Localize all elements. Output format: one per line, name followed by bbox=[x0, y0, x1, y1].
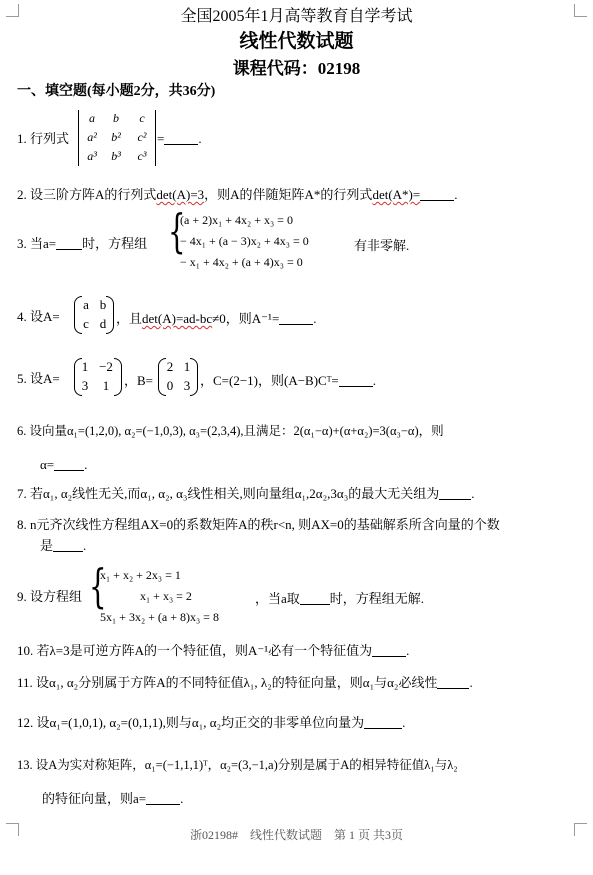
matrix-cell: 1 bbox=[183, 359, 191, 374]
matrix-a bbox=[74, 358, 122, 396]
matrix-cell: 2 bbox=[166, 359, 174, 374]
question-text: 2. 设三阶方阵A的行列式 bbox=[17, 187, 157, 202]
matrix-cell: d bbox=[99, 316, 107, 331]
question-5-mid: ，B= bbox=[124, 373, 154, 388]
question-number: 1. bbox=[17, 131, 27, 146]
answer-blank[interactable] bbox=[364, 715, 402, 729]
question-text: 时，方程组 bbox=[82, 236, 148, 251]
question-text: ，且 bbox=[116, 311, 143, 326]
equals-sign: = bbox=[157, 131, 165, 146]
question-13-line2 bbox=[42, 790, 183, 807]
det-cell: a³ bbox=[87, 149, 97, 163]
question-11 bbox=[17, 674, 473, 691]
question-text: α= bbox=[40, 457, 55, 472]
left-brace: { bbox=[168, 204, 186, 258]
matrix-b bbox=[158, 358, 198, 396]
equation-line: 5x₁ + 3x₂ + (a + 8)x₃ = 8 bbox=[100, 610, 219, 624]
question-text: 11. 设α₁, α₂分别属于方阵A的不同特征值λ₁, λ₂的特征向量，则α₁与α₂必线性 bbox=[17, 675, 438, 690]
det-expression: det(A*)= bbox=[372, 187, 421, 202]
det-cell: c³ bbox=[137, 149, 147, 163]
question-1 bbox=[17, 130, 69, 147]
period: . bbox=[406, 643, 410, 658]
matrix-cell: c bbox=[83, 316, 89, 331]
question-4-rest bbox=[116, 308, 317, 327]
answer-blank[interactable] bbox=[53, 538, 83, 552]
question-6-line2 bbox=[40, 456, 87, 473]
section-title: 一、填空题(每小题2分，共36分) bbox=[17, 84, 216, 99]
page-footer: 浙02198# 线性代数试题 第 1 页 共3页 bbox=[189, 828, 403, 842]
question-text: 是 bbox=[40, 538, 54, 553]
det-cell: b³ bbox=[111, 149, 121, 163]
question-8: 8. n元齐次线性方程组AX=0的系数矩阵A的秩r<n, 则AX=0的基础解系所含向量的个数 bbox=[17, 517, 500, 532]
answer-blank[interactable] bbox=[279, 311, 313, 325]
det-cell: b² bbox=[111, 130, 121, 144]
matrix-cell: 1 bbox=[81, 359, 89, 374]
det-cell: c bbox=[139, 111, 145, 125]
left-brace: { bbox=[89, 559, 107, 613]
equation-line: (a + 2)x₁ + 4x₂ + x₃ = 0 bbox=[180, 213, 293, 227]
period: . bbox=[313, 311, 317, 326]
period: . bbox=[469, 675, 473, 690]
question-text: 7. 若α₁, α₂线性无关,而α₁, α₂, α₃线性相关,则向量组α₁,2α₂,3α₃的最大无关组为 bbox=[17, 486, 440, 501]
answer-blank[interactable] bbox=[339, 373, 373, 387]
det-cell: a bbox=[89, 111, 95, 125]
question-text: 时，方程组无解. bbox=[329, 591, 425, 606]
question-2 bbox=[17, 186, 457, 203]
question-text: 12. 设α₁=(1,0,1), α₂=(0,1,1),则与α₁, α₂均正交的非零单位向量为 bbox=[17, 715, 365, 730]
equation-line: − 4x₁ + (a − 3)x₂ + 4x₃ = 0 bbox=[180, 234, 309, 248]
matrix-cell: a bbox=[83, 297, 89, 312]
question-text: ，则A的伴随矩阵A*的行列式 bbox=[204, 187, 373, 202]
answer-blank[interactable] bbox=[439, 486, 471, 500]
equation-line: x₁ + x₂ + 2x₃ = 1 bbox=[100, 568, 181, 582]
question-text: ≠0，则A⁻¹= bbox=[212, 311, 280, 326]
matrix-cell: 1 bbox=[102, 378, 110, 393]
question-10 bbox=[17, 642, 409, 659]
answer-blank[interactable] bbox=[300, 591, 330, 605]
equation-line: − x₁ + 4x₂ + (a + 4)x₃ = 0 bbox=[180, 255, 303, 269]
question-text: 5. 设A= bbox=[17, 371, 60, 386]
period: . bbox=[454, 187, 458, 202]
answer-blank[interactable] bbox=[56, 236, 82, 250]
matrix-cell: 3 bbox=[81, 378, 89, 393]
question-3-suffix: 有非零解. bbox=[354, 238, 410, 253]
question-1-answer: = . bbox=[157, 131, 202, 146]
question-text: ，当a取 bbox=[255, 591, 300, 606]
question-4 bbox=[17, 308, 60, 325]
matrix-cell: −2 bbox=[99, 359, 113, 374]
matrix-cell: 3 bbox=[183, 378, 191, 393]
question-text: 行列式 bbox=[30, 131, 70, 146]
answer-blank[interactable] bbox=[372, 643, 406, 657]
question-7 bbox=[17, 485, 475, 502]
equation-line: x₁ + x₃ = 2 bbox=[140, 589, 192, 603]
question-5-rest bbox=[200, 370, 376, 389]
question-text: 10. 若λ=3是可逆方阵A的一个特征值，则A⁻¹必有一个特征值为 bbox=[17, 643, 373, 658]
det-cell: b bbox=[113, 111, 119, 125]
question-9-rest bbox=[255, 588, 424, 607]
answer-blank[interactable] bbox=[164, 131, 198, 145]
question-9: 9. 设方程组 bbox=[17, 589, 83, 604]
period: . bbox=[372, 373, 377, 388]
question-text: 4. 设A= bbox=[17, 309, 60, 324]
period: . bbox=[180, 791, 184, 806]
question-text: 的特征向量，则a= bbox=[42, 791, 147, 806]
period: . bbox=[84, 457, 88, 472]
det-cell: c² bbox=[137, 130, 147, 144]
answer-blank[interactable] bbox=[146, 791, 180, 805]
right-paren bbox=[114, 358, 122, 396]
period: . bbox=[471, 486, 475, 501]
matrix-cell: 0 bbox=[166, 378, 174, 393]
answer-blank[interactable] bbox=[437, 675, 469, 689]
course-code: 课程代码：02198 bbox=[232, 59, 361, 78]
period: . bbox=[402, 715, 406, 730]
question-5 bbox=[17, 370, 60, 387]
matrix-cell: b bbox=[99, 297, 107, 312]
question-12 bbox=[17, 714, 405, 731]
det-expression: det(A)=3 bbox=[156, 187, 205, 202]
course-title: 线性代数试题 bbox=[239, 31, 354, 52]
answer-blank[interactable] bbox=[54, 457, 84, 471]
det-cell: a² bbox=[87, 130, 97, 144]
question-text: ，C=(2−1)，则(A−B)Cᵀ= bbox=[200, 373, 339, 388]
matrix-a bbox=[74, 296, 114, 334]
question-3 bbox=[17, 235, 147, 252]
determinant-matrix bbox=[78, 110, 156, 166]
det-expression: det(A)=ad-bc bbox=[142, 311, 213, 326]
question-6: 6. 设向量α₁=(1,2,0), α₂=(−1,0,3), α₃=(2,3,4),且满足：2(α₁−α)+(α+α₂)=3(α₃−α)，则 bbox=[17, 424, 444, 438]
question-8-line2 bbox=[40, 537, 86, 554]
exam-title: 全国2005年1月高等教育自学考试 bbox=[180, 8, 413, 25]
answer-blank[interactable] bbox=[420, 187, 454, 201]
question-13: 13. 设A为实对称矩阵，α₁=(−1,1,1)ᵀ，α₂=(3,−1,a)分别是属于A的相异特征值λ₁与λ₂ bbox=[17, 758, 458, 772]
question-text: 3. 当a= bbox=[17, 236, 57, 251]
period: . bbox=[83, 538, 87, 553]
